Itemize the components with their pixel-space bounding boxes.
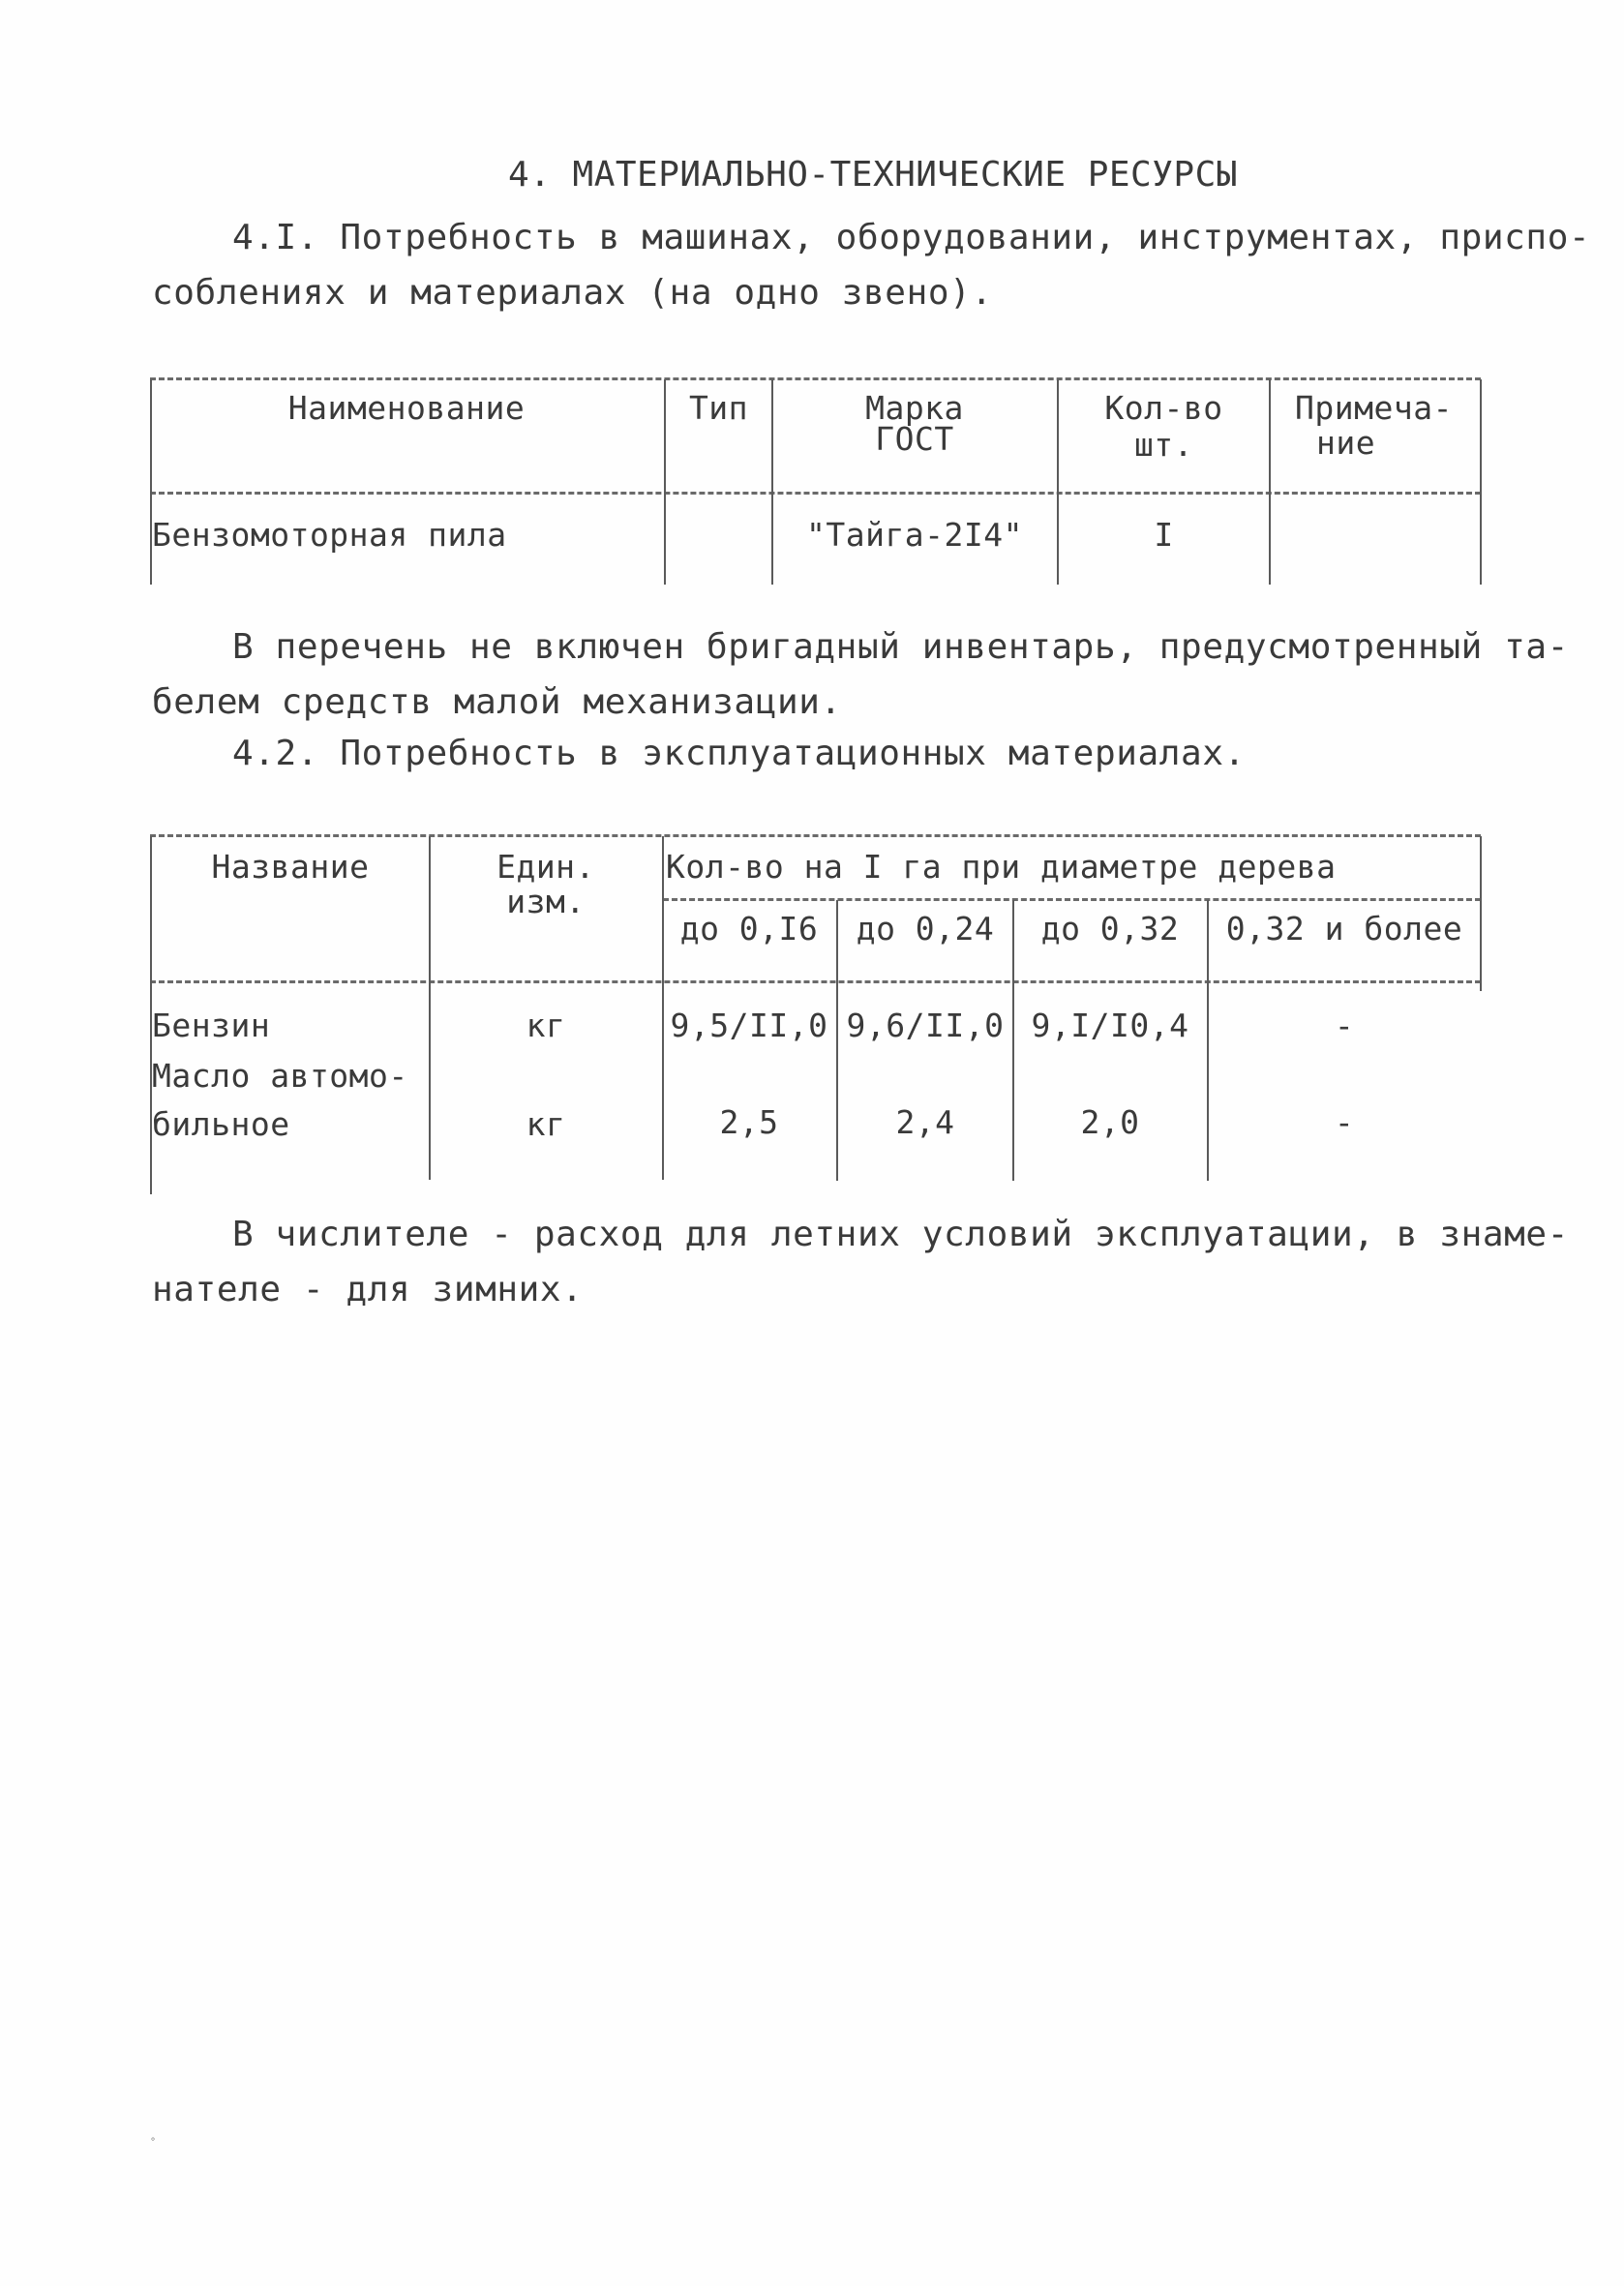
table2-cell-v1: 9,5/II,0 bbox=[670, 1007, 828, 1044]
table2-cell-v4: - bbox=[1334, 1103, 1355, 1141]
table2-cell-v2: 9,6/II,0 bbox=[846, 1007, 1005, 1044]
table1-cell-name: Бензомоторная пила bbox=[152, 516, 507, 554]
table1-header-qty: Кол-во bbox=[1104, 389, 1223, 427]
table2-col-divider bbox=[429, 836, 431, 1180]
section-4-1-line2: соблениях и материалах (на одно звено). bbox=[152, 273, 993, 313]
table1-header-note: Примеча- bbox=[1295, 389, 1453, 427]
table1-cell-qty: I bbox=[1154, 516, 1174, 554]
table1-col-divider bbox=[664, 379, 666, 585]
table2-header-d4: 0,32 и более bbox=[1225, 910, 1463, 947]
table1-header-mark: Марка bbox=[865, 389, 964, 427]
table2-header-d3: до 0,32 bbox=[1040, 910, 1180, 947]
table1-col-divider bbox=[1269, 379, 1271, 585]
table2-right-border bbox=[1480, 836, 1482, 991]
table1-left-border bbox=[150, 379, 152, 585]
footnote-line2: нателе - для зимних. bbox=[152, 1270, 584, 1309]
table2-cell-unit: кг bbox=[526, 1007, 566, 1044]
table2-header-unit: Един. bbox=[496, 848, 595, 886]
table1-col-divider bbox=[1057, 379, 1059, 585]
table1-header-note-2: ние bbox=[1316, 424, 1376, 462]
table2-col-divider bbox=[1207, 900, 1209, 1181]
table2-top-rule bbox=[150, 834, 1481, 837]
table2-cell-name: Бензин bbox=[152, 1007, 271, 1044]
table1-header-qty-unit: шт. bbox=[1133, 426, 1194, 464]
table2-col-divider bbox=[1012, 900, 1014, 1181]
page-mark: ° bbox=[150, 2137, 157, 2148]
table2-cell-unit: кг bbox=[526, 1105, 566, 1143]
table2-cell-v3: 9,I/I0,4 bbox=[1031, 1007, 1189, 1044]
table2-group-rule bbox=[663, 898, 1481, 901]
table1-header-name: Наименование bbox=[287, 389, 526, 427]
table2-header-group: Кол-во на I га при диаметре дерева bbox=[666, 848, 1337, 886]
table2-cell-name: Масло автомо- bbox=[152, 1057, 408, 1095]
table2-cell-v3: 2,0 bbox=[1080, 1103, 1140, 1141]
table1-header-rule bbox=[150, 492, 1481, 495]
section-4-2-heading: 4.2. Потребность в эксплуатационных материалах. bbox=[232, 734, 1246, 773]
inventory-note-line2: белем средств малой механизации. bbox=[152, 682, 842, 722]
section-heading: 4. МАТЕРИАЛЬНО-ТЕХНИЧЕСКИЕ РЕСУРСЫ bbox=[508, 155, 1238, 195]
table2-cell-v4: - bbox=[1334, 1007, 1355, 1044]
table2-header-d1: до 0,I6 bbox=[679, 910, 819, 947]
inventory-note-line1: В перечень не включен бригадный инвентарь, предусмотренный та- bbox=[232, 627, 1569, 667]
footnote-line1: В числителе - расход для летних условий эксплуатации, в знаме- bbox=[232, 1215, 1569, 1254]
table2-header-d2: до 0,24 bbox=[856, 910, 995, 947]
table2-cell-v1: 2,5 bbox=[719, 1103, 779, 1141]
table2-header-name: Название bbox=[211, 848, 370, 886]
table2-header-unit-2: изм. bbox=[506, 883, 586, 920]
table1-header-type: Тип bbox=[688, 389, 749, 427]
table2-header-rule bbox=[150, 980, 1481, 983]
table1-col-divider bbox=[771, 379, 773, 585]
table1-cell-mark: "Тайга-2I4" bbox=[805, 516, 1024, 554]
section-4-1-line1: 4.I. Потребность в машинах, оборудовании, инструментах, приспо- bbox=[232, 218, 1591, 257]
table2-cell-v2: 2,4 bbox=[895, 1103, 955, 1141]
table2-col-divider bbox=[836, 900, 838, 1181]
table1-top-rule bbox=[150, 377, 1481, 380]
table1-right-border bbox=[1480, 379, 1482, 585]
table2-cell-name-2: бильное bbox=[152, 1105, 290, 1143]
table1-header-gost: ГОСТ bbox=[875, 420, 954, 458]
